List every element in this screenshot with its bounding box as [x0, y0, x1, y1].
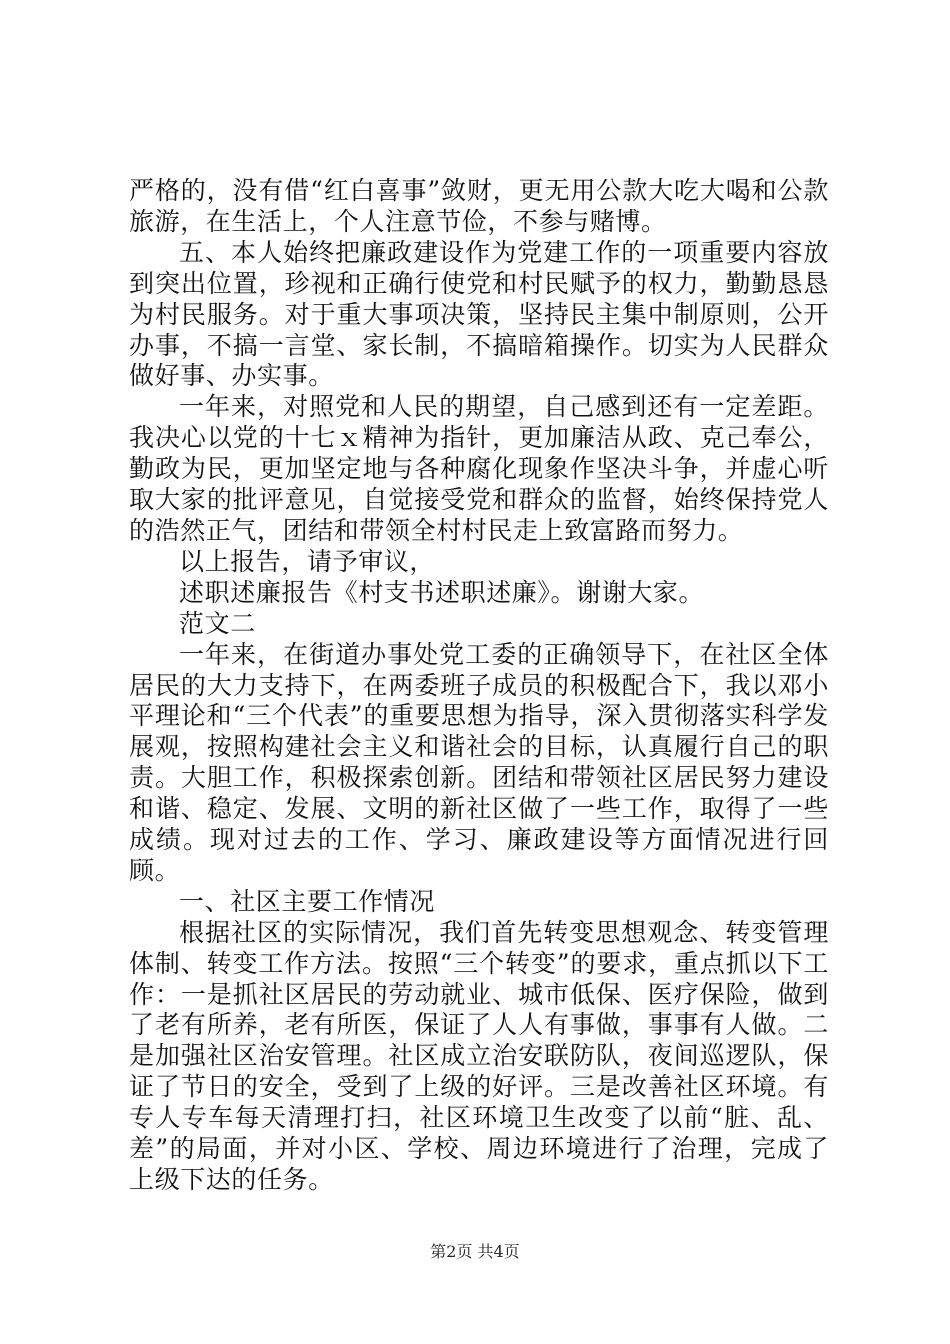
page-number-footer: 第2页 共4页 — [430, 1242, 520, 1261]
paragraph-1: 严格的，没有借“红白喜事”敛财，更无用公款大吃大喝和公款旅游，在生活上，个人注意节俭，不参与赌博。 — [129, 176, 829, 236]
section-heading-fanwen-er: 范文二 — [179, 608, 256, 638]
paragraph-5: 述职述廉报告《村支书述职述廉》。谢谢大家。 — [179, 577, 705, 607]
section-heading-1: 一、社区主要工作情况 — [179, 886, 436, 916]
paragraph-7: 一年来，在街道办事处党工委的正确领导下，在社区全体居民的大力支持下，在两委班子成员的积极配合下，我以邓小平理论和“三个代表”的重要思想为指导，深入贯彻落实科学发展观，按照构建社会主义和谐社会的目标，认真履行自己的职责。大胆工作，积极探索创新。团结和带领社区居民努力建设和谐、稳定、发展、文明的新社区做了一些工作，取得了一些成绩。现对过去的工作、学习、廉政建设等方面情况进行回顾。 — [129, 639, 829, 885]
body-text — [129, 176, 829, 1196]
paragraph-4: 以上报告，请予审议， — [179, 546, 436, 576]
paragraph-3: 一年来，对照党和人民的期望，自己感到还有一定差距。我决心以党的十七ｘ精神为指针，更加廉洁从政、克己奉公，勤政为民，更加坚定地与各种腐化现象作坚决斗争，并虚心听取大家的批评意见，自觉接受党和群众的监督，始终保持党人的浩然正气，团结和带领全村村民走上致富路而努力。 — [129, 392, 829, 545]
paragraph-9: 根据社区的实际情况，我们首先转变思想观念、转变管理体制、转变工作方法。按照“三个转变”的要求，重点抓以下工作：一是抓社区居民的劳动就业、城市低保、医疗保险，做到了老有所养，老有所医，保证了人人有事做，事事有人做。二是加强社区治安管理。社区成立治安联防队，夜间巡逻队，保证了节日的安全，受到了上级的好评。三是改善社区环境。有专人专车每天清理打扫，社区环境卫生改变了以前“脏、乱、差”的局面，并对小区、学校、周边环境进行了治理，完成了上级下达的任务。 — [129, 917, 829, 1194]
paragraph-2: 五、本人始终把廉政建设作为党建工作的一项重要内容放到突出位置，珍视和正确行使党和村民赋予的权力，勤勤恳恳为村民服务。对于重大事项决策，坚持民主集中制原则，公开办事，不搞一言堂、家长制，不搞暗箱操作。切实为人民群众做好事、办实事。 — [129, 237, 829, 391]
